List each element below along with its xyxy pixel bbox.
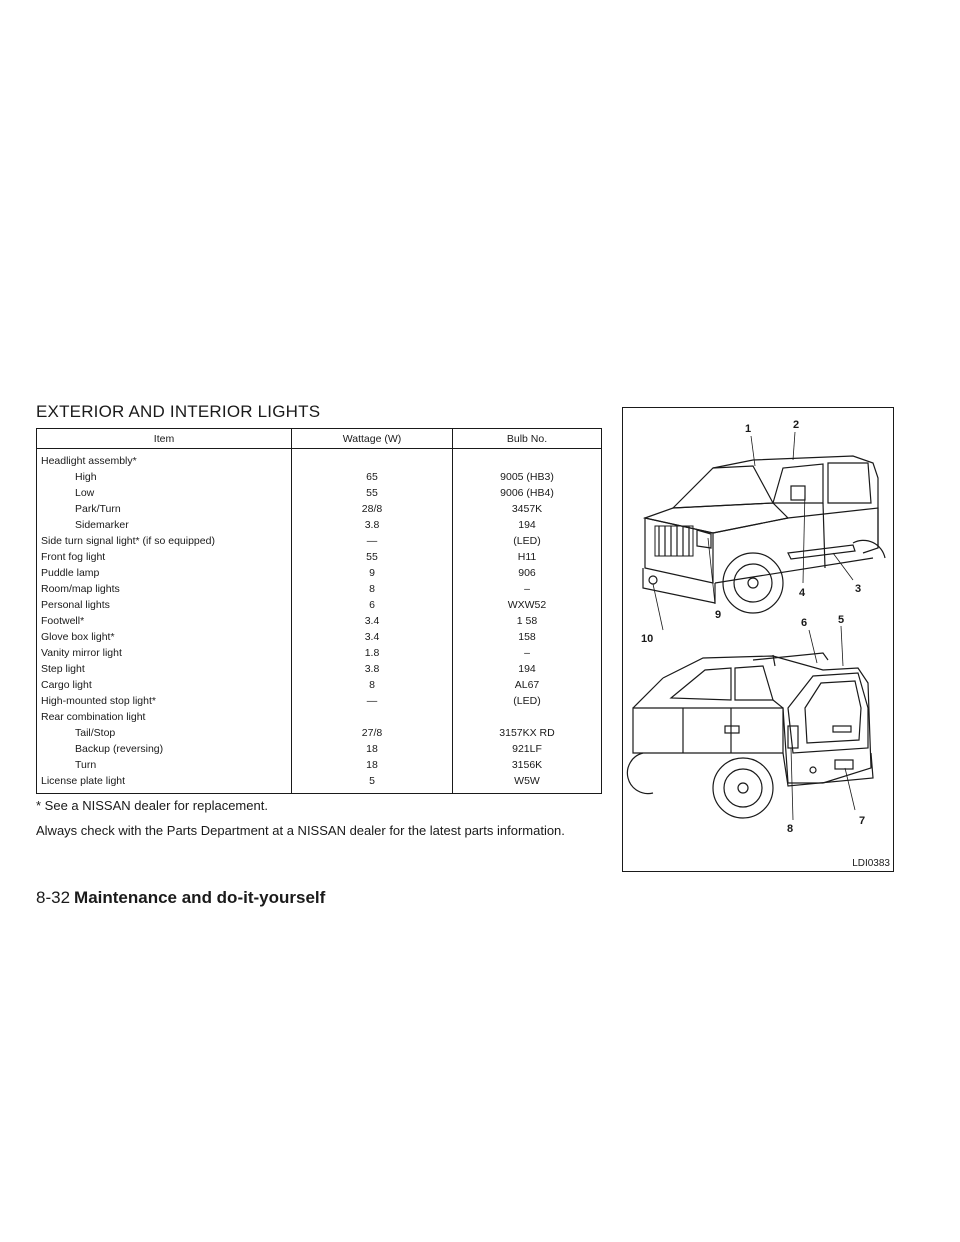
section-title: EXTERIOR AND INTERIOR LIGHTS	[36, 402, 321, 421]
table-row	[37, 485, 602, 501]
cell-wattage: 55	[292, 485, 453, 501]
table-row	[37, 709, 602, 725]
callout-4: 4	[799, 587, 806, 599]
cell-wattage: 3.8	[292, 517, 453, 533]
callout-5: 5	[838, 614, 845, 626]
cell-item: Sidemarker	[37, 517, 292, 533]
table-row	[37, 613, 602, 629]
callout-6: 6	[801, 617, 808, 629]
cell-wattage	[292, 709, 453, 725]
table-row	[37, 469, 602, 485]
header-wattage: Wattage (W)	[292, 429, 453, 449]
figure-code: LDI0383	[852, 858, 890, 869]
table-row	[37, 741, 602, 757]
cell-item: Backup (reversing)	[37, 741, 292, 757]
table-row	[37, 533, 602, 549]
cell-item: Park/Turn	[37, 501, 292, 517]
header-bulb: Bulb No.	[453, 429, 602, 449]
cell-item: Side turn signal light* (if so equipped)	[37, 533, 292, 549]
callout-7: 7	[859, 815, 866, 827]
cell-wattage: 18	[292, 741, 453, 757]
cell-item: License plate light	[37, 773, 292, 794]
table-row	[37, 645, 602, 661]
bulb-table	[36, 428, 602, 794]
cell-bulb: (LED)	[513, 535, 541, 547]
table-row	[37, 449, 602, 470]
cell-bulb: 194	[518, 663, 536, 675]
cell-bulb: –	[524, 647, 530, 659]
suv-front-view-icon	[643, 456, 885, 613]
callout-8: 8	[787, 823, 794, 835]
cell-item: Step light	[37, 661, 292, 677]
cell-item: Rear combination light	[37, 709, 292, 725]
cell-bulb: 194	[518, 519, 536, 531]
header-item: Item	[37, 429, 292, 449]
suv-rear-view-icon	[627, 653, 873, 818]
cell-bulb	[453, 709, 602, 725]
info-text: Always check with the Parts Department at a NISSAN dealer for the latest parts information.	[36, 823, 565, 838]
callout-3: 3	[855, 583, 862, 595]
cell-bulb: 3156K	[511, 759, 543, 771]
cell-bulb: WXW52	[507, 599, 547, 611]
cell-item: Glove box light*	[37, 629, 292, 645]
table-row	[37, 693, 602, 709]
cell-wattage: 27/8	[292, 725, 453, 741]
table-row	[37, 501, 602, 517]
table-row	[37, 773, 602, 794]
cell-item: Headlight assembly*	[37, 449, 292, 470]
cell-wattage: —	[292, 533, 453, 549]
footer-section-name: Maintenance and do-it-yourself	[74, 888, 326, 907]
cell-bulb: AL67	[514, 679, 540, 691]
callout-10: 10	[641, 633, 654, 645]
table-row	[37, 757, 602, 773]
cell-wattage: 18	[292, 757, 453, 773]
cell-wattage: 3.8	[292, 661, 453, 677]
cell-wattage: 5	[292, 773, 453, 794]
cell-bulb	[453, 449, 602, 470]
table-row	[37, 565, 602, 581]
cell-bulb: 3457K	[511, 503, 543, 515]
cell-item: Turn	[37, 757, 292, 773]
table-row	[37, 581, 602, 597]
cell-bulb: 3157KX RD	[499, 727, 555, 739]
cell-item: Footwell*	[37, 613, 292, 629]
cell-wattage: 3.4	[292, 613, 453, 629]
table-row	[37, 517, 602, 533]
cell-bulb: 1 58	[516, 615, 538, 627]
page-number: 8-32	[36, 888, 71, 907]
cell-bulb: (LED)	[513, 695, 541, 707]
cell-bulb: 158	[518, 631, 536, 643]
cell-wattage: —	[292, 693, 453, 709]
table-row	[37, 677, 602, 693]
cell-item: Vanity mirror light	[37, 645, 292, 661]
cell-wattage: 55	[292, 549, 453, 565]
cell-wattage: 65	[292, 469, 453, 485]
page-footer	[36, 888, 325, 908]
cell-bulb: 921LF	[512, 743, 542, 755]
footnote: * See a NISSAN dealer for replacement.	[36, 798, 268, 813]
cell-item: Low	[37, 485, 292, 501]
table-row	[37, 661, 602, 677]
cell-wattage: 3.4	[292, 629, 453, 645]
cell-wattage: 6	[292, 597, 453, 613]
callout-9: 9	[715, 609, 722, 621]
cell-item: Room/map lights	[37, 581, 292, 597]
cell-item: Personal lights	[37, 597, 292, 613]
cell-wattage: 1.8	[292, 645, 453, 661]
callout-1: 1	[745, 423, 752, 435]
cell-wattage: 8	[292, 581, 453, 597]
cell-item: Front fog light	[37, 549, 292, 565]
table-header-row	[37, 429, 602, 449]
table-row	[37, 725, 602, 741]
cell-bulb: –	[524, 583, 530, 595]
cell-item: High	[37, 469, 292, 485]
cell-bulb: 9005 (HB3)	[500, 471, 554, 483]
cell-bulb: W5W	[514, 775, 540, 787]
table-row	[37, 549, 602, 565]
vehicle-light-locations-figure	[622, 407, 894, 872]
table-row	[37, 597, 602, 613]
cell-bulb: 906	[518, 567, 536, 579]
cell-wattage	[292, 449, 453, 470]
callout-2: 2	[793, 419, 800, 431]
cell-bulb: 9006 (HB4)	[500, 487, 554, 499]
cell-item: High-mounted stop light*	[37, 693, 292, 709]
cell-bulb: H11	[517, 551, 537, 563]
cell-wattage: 28/8	[292, 501, 453, 517]
table-row	[37, 629, 602, 645]
cell-item: Tail/Stop	[37, 725, 292, 741]
cell-wattage: 9	[292, 565, 453, 581]
cell-item: Puddle lamp	[37, 565, 292, 581]
cell-item: Cargo light	[37, 677, 292, 693]
cell-wattage: 8	[292, 677, 453, 693]
